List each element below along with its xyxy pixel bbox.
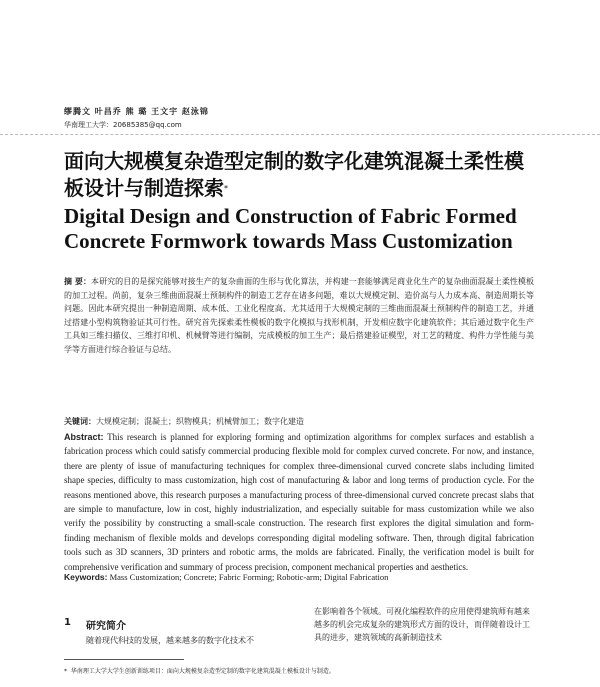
body-left-column: 随着现代科技的发展，越来越多的数字化技术不 (86, 636, 254, 645)
keywords-english (64, 572, 534, 582)
footnote-mark: * (64, 668, 67, 675)
author-list: 缪腾文 叶昌乔 熊 璐 王文宇 赵泳锦 (64, 107, 209, 116)
footnote (64, 666, 544, 675)
title-footnote-mark: * (224, 184, 228, 193)
abstract-english-text: This research is planned for exploring forming and optimization algorithms for complex surfaces and establish a fabrication process which could satisfy commercial producing flexible mold for complex curved concrete. For now, and instance, there are plenty of issue of manufacturing techniques for complex three-dimensional curved concrete slabs including limited shape species, difficulty to mass customization, high cost of manufacturing & labor and long terms of production cycle. For the reasons mentioned above, this research purposes a manufacturing process of three-dimensional curved concrete precast slabs that are simple to manufacture, low in cost, highly industrialization, and especially suitable for mass customization while we also verify the possibility by constructing a small-scale construction. The research first explores the digital simulation and form-finding mechanism of flexible molds and develops corresponding digital modeling software. Then, through digital fabrication tools such as 3D scanners, 3D printers and robotic arms, the molds are fabricated. Finally, the verification model is built for comprehensive verification and summary of process precision, component mechanical properties and aesthetics. (64, 432, 534, 572)
section-title: 研究简介 (86, 621, 126, 632)
keywords-chinese-text: 大规模定制；混凝土；织物模具；机械臂加工；数字化建造 (96, 417, 304, 426)
abstract-chinese-text: 本研究的目的是探究能够对接生产的复杂曲面的生形与优化算法，并构建一套能够满足商业化生产的复杂曲面混凝土柔性模板的加工过程。尚前，复杂三维曲面混凝土预制构件的制造工艺存在诸多问题，难以大规模定制、造价高与人力成本高、制造周期长等问题。因此本研究提出一种制造周期、成本低、工业化程度高、尤其适用于大规模定制的三维曲面混凝土预制构件的制造工艺，并通过搭建小型构筑物验证其可行性。研究首先探索柔性模板的数字化模拟与找形机制，开发相应数字化建筑软件；其后通过数字化生产工具如三维扫描仪、三维打印机、机械臂等进行编制，完成模板的加工生产；最后搭建验证模型，对工艺的精度、构件力学性能与美学等方面进行综合验证与总结。 (64, 277, 534, 354)
keywords-chinese-label: 关键词： (64, 417, 96, 426)
abstract-chinese-label: 摘 要： (64, 277, 92, 286)
abstract-chinese (64, 275, 534, 357)
body-right-column: 在影响着各个领域。可视化编程软件的应用使得建筑师有越来越多的机会完成复杂的建筑形式方面的设计，而伴随着设计工具的进步，建筑领域的高新制造技术 (314, 607, 530, 642)
section-number: 1 (64, 617, 71, 628)
header-divider (0, 134, 600, 135)
author-affiliation: 华南理工大学：20685385@qq.com (64, 121, 182, 129)
footnote-text: 华南理工大学大学生创新训练项目：面向大规模复杂造型定制的数字化建筑混凝土模板设计与制造。 (70, 668, 335, 675)
footnote-rule (64, 659, 184, 660)
keywords-english-label: Keywords: (64, 572, 108, 582)
keywords-english-text: Mass Customization; Concrete; Fabric Forming; Robotic-arm; Digital Fabrication (109, 572, 389, 582)
title-chinese (64, 148, 534, 202)
title-chinese-text: 面向大规模复杂造型定制的数字化建筑混凝土柔性模板设计与制造探索 (64, 149, 524, 200)
abstract-english-label: Abstract: (64, 432, 104, 442)
abstract-english (64, 430, 534, 574)
keywords-chinese (64, 416, 534, 427)
title-english: Digital Design and Construction of Fabric Formed Concrete Formwork towards Mass Customization (64, 204, 517, 253)
